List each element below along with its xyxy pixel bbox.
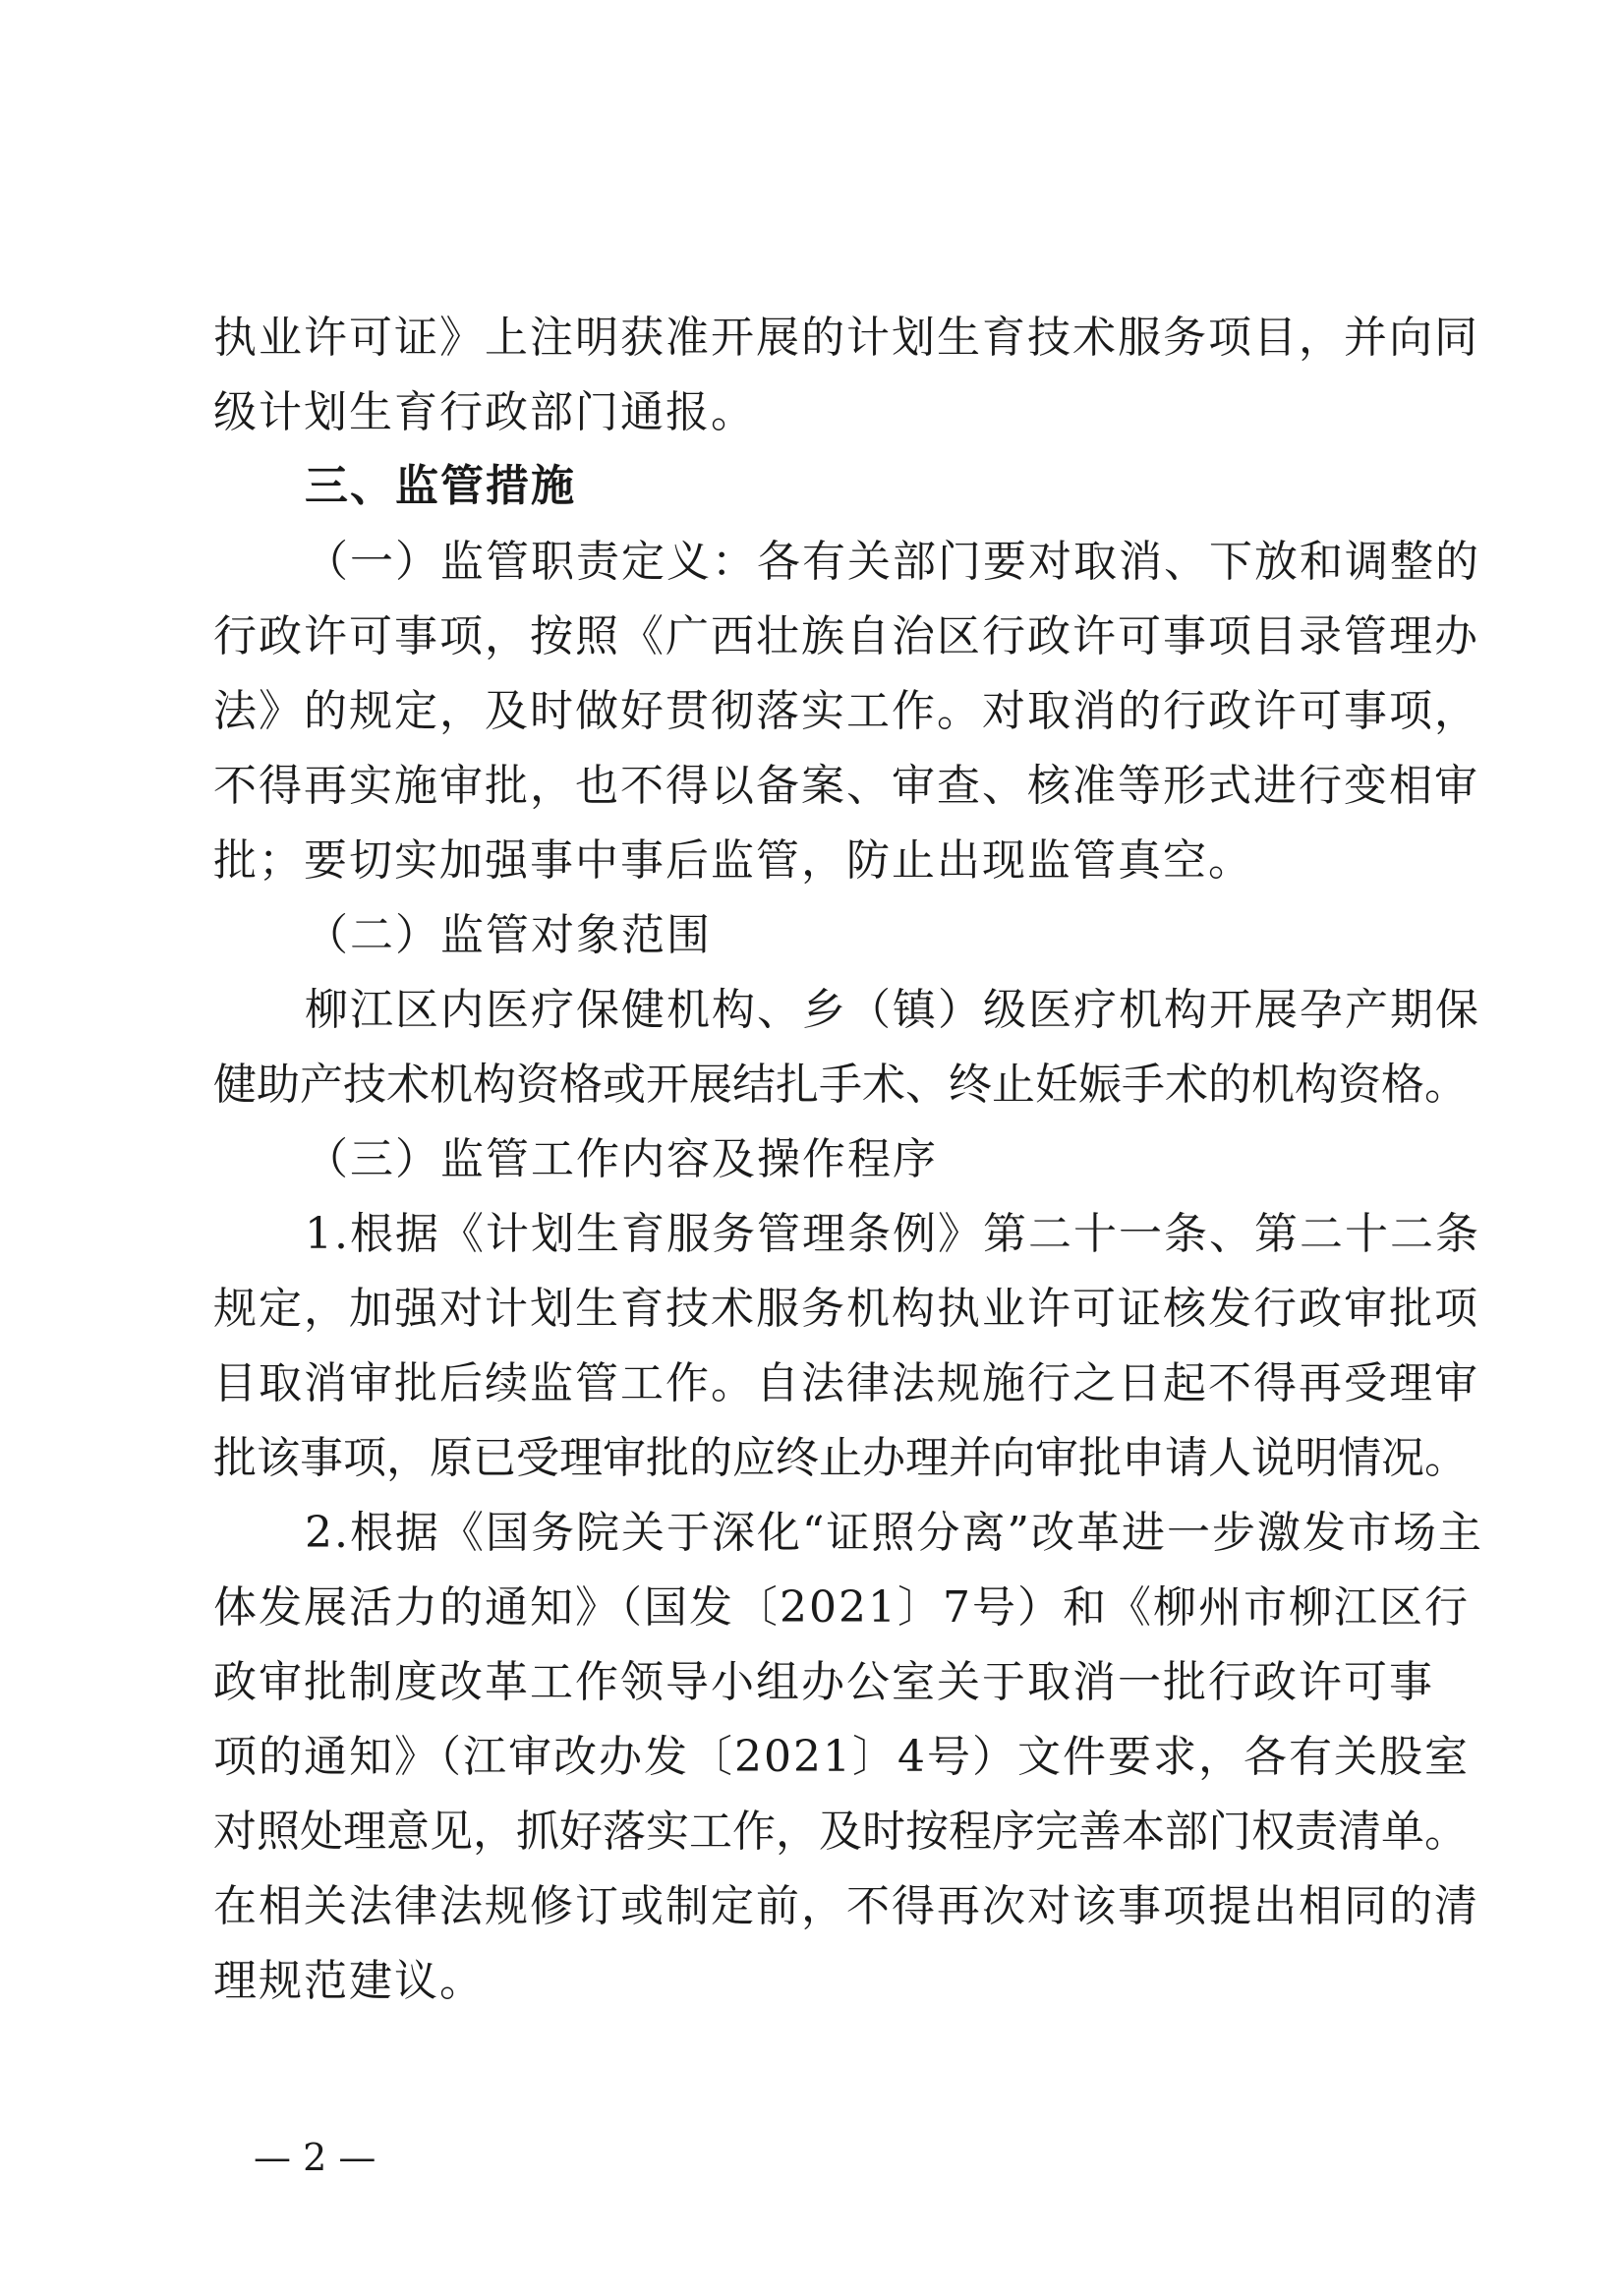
- paragraph-line-8: 批；要切实加强事中事后监管，防止出现监管真空。: [213, 835, 1253, 886]
- paragraph-line-1: 执业许可证》上注明获准开展的计划生育技术服务项目，并向同: [213, 313, 1479, 363]
- paragraph-line-18: 体发展活力的通知》（国发〔2021〕7号）和《柳州市柳江区行: [213, 1582, 1470, 1633]
- paragraph-line-7: 不得再实施审批，也不得以备案、审查、核准等形式进行变相审: [213, 761, 1479, 811]
- paragraph-line-22: 在相关法律法规修订或制定前，不得再次对该事项提出相同的清: [213, 1881, 1479, 1931]
- subheading-scope: （二）监管对象范围: [305, 910, 712, 960]
- paragraph-line-23: 理规范建议。: [213, 1956, 485, 2006]
- paragraph-line-17: 2.根据《国务院关于深化“证照分离”改革进一步激发市场主: [305, 1508, 1483, 1558]
- paragraph-line-5: 行政许可事项，按照《广西壮族自治区行政许可事项目录管理办: [213, 611, 1479, 661]
- paragraph-line-21: 对照处理意见，抓好落实工作，及时按程序完善本部门权责清单。: [213, 1807, 1468, 1857]
- paragraph-line-11: 健助产技术机构资格或开展结扎手术、终止妊娠手术的机构资格。: [213, 1060, 1468, 1110]
- subheading-procedure: （三）监管工作内容及操作程序: [305, 1134, 938, 1184]
- paragraph-line-4: （一）监管职责定义：各有关部门要对取消、下放和调整的: [305, 537, 1480, 587]
- paragraph-line-19: 政审批制度改革工作领导小组办公室关于取消一批行政许可事: [213, 1657, 1434, 1707]
- paragraph-line-6: 法》的规定，及时做好贯彻落实工作。对取消的行政许可事项，: [213, 686, 1479, 736]
- section-heading: 三、监管措施: [305, 461, 576, 511]
- paragraph-line-20: 项的通知》（江审改办发〔2021〕4号）文件要求，各有关股室: [213, 1732, 1470, 1782]
- page-number: — 2 —: [254, 2136, 376, 2179]
- paragraph-line-16: 批该事项，原已受理审批的应终止办理并向审批申请人说明情况。: [213, 1433, 1468, 1483]
- paragraph-line-14: 规定，加强对计划生育技术服务机构执业许可证核发行政审批项: [213, 1284, 1479, 1334]
- paragraph-line-10: 柳江区内医疗保健机构、乡（镇）级医疗机构开展孕产期保: [305, 985, 1480, 1035]
- paragraph-line-13: 1.根据《计划生育服务管理条例》第二十一条、第二十二条: [305, 1209, 1480, 1259]
- paragraph-line-15: 目取消审批后续监管工作。自法律法规施行之日起不得再受理审: [213, 1358, 1479, 1408]
- paragraph-line-2: 级计划生育行政部门通报。: [213, 387, 756, 437]
